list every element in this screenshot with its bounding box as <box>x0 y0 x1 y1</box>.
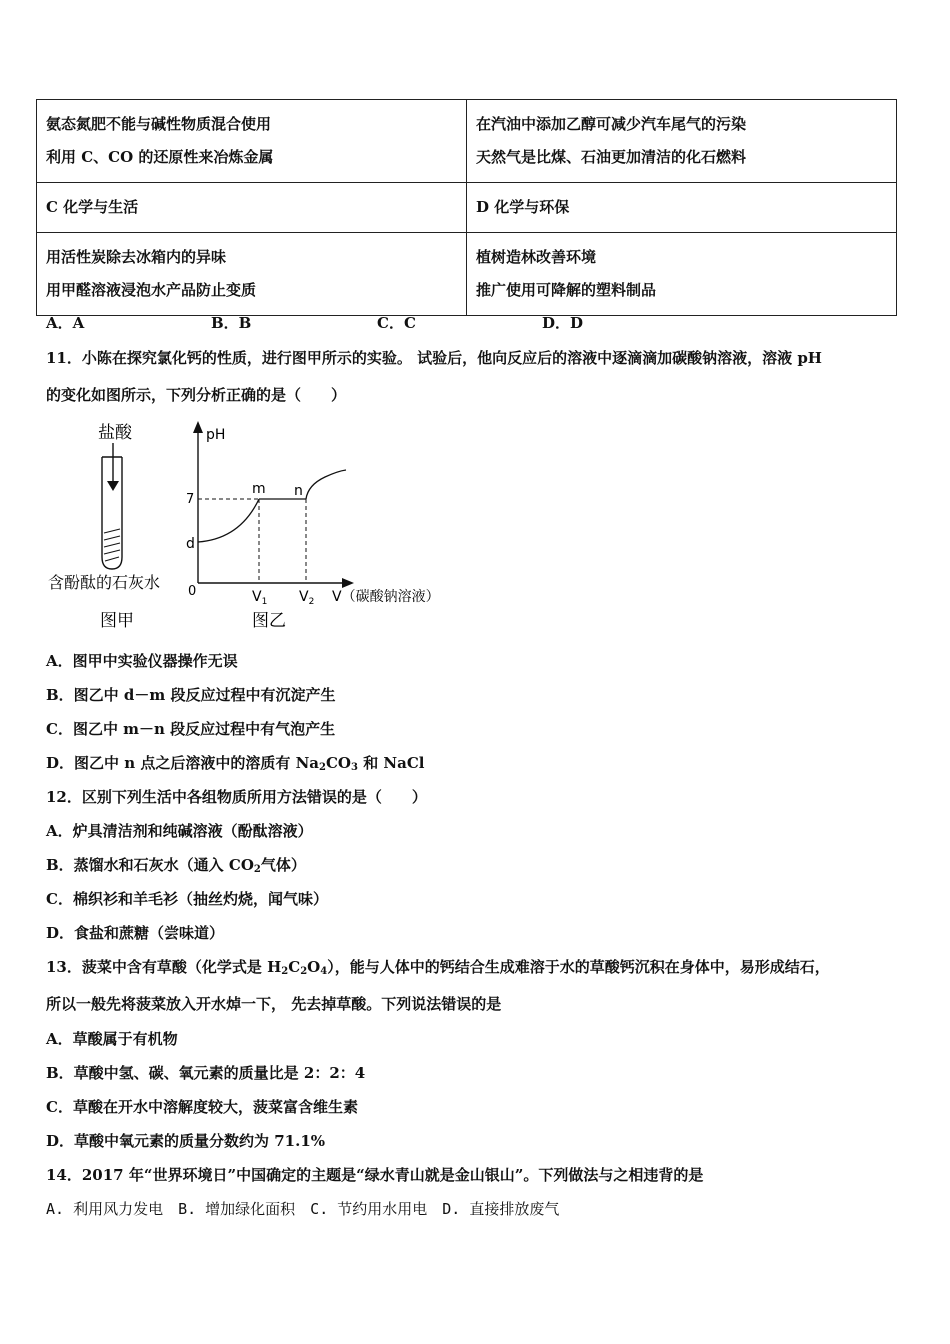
cell-line: 氨态氮肥不能与碱性物质混合使用 <box>46 115 272 133</box>
cell-line: 用甲醛溶液浸泡水产品防止变质 <box>46 281 257 299</box>
table-header-cell: C 化学与生活 <box>37 183 467 233</box>
q13-option-a: A．草酸属于有机物 <box>46 1030 178 1048</box>
q12-option-b: B．蒸馏水和石灰水（通入 $CO_2$气体） <box>46 856 306 875</box>
caption-figure-b: 图乙 <box>252 611 286 631</box>
table-cell <box>467 233 897 316</box>
y-axis-arrow-icon <box>193 421 203 433</box>
table-cell <box>467 100 897 183</box>
caption-figure-a: 图甲 <box>100 611 134 631</box>
x-axis-label: V（碳酸钠溶液） <box>332 589 440 605</box>
cell-line: 推广使用可降解的塑料制品 <box>476 281 657 299</box>
q13-option-d: D．草酸中氧元素的质量分数约为 71.1% <box>46 1132 326 1150</box>
table-cell <box>37 100 467 183</box>
cell-line: 天然气是比煤、石油更加清洁的化石燃料 <box>476 148 747 166</box>
curve-d-m <box>198 499 259 542</box>
q10-option-c: C．C <box>377 314 416 332</box>
q11-stem-line2: 的变化如图所示，下列分析正确的是（ ） <box>46 386 347 404</box>
q11-stem-line1: 11．小陈在探究氯化钙的性质，进行图甲所示的实验。 试验后，他向反应后的溶液中逐滴滴加碳酸钠溶液，溶液 pH <box>46 349 822 367</box>
table-cell <box>37 233 467 316</box>
q14-options: A. 利用风力发电 B. 增加绿化面积 C. 节约用水用电 D. 直接排放废气 <box>46 1200 560 1218</box>
q11-option-c: C．图乙中 m－n 段反应过程中有气泡产生 <box>46 720 336 738</box>
q13-stem-line2: 所以一般先将菠菜放入开水焯一下， 先去掉草酸。下列说法错误的是 <box>46 995 502 1013</box>
q12-stem: 12．区别下列生活中各组物质所用方法错误的是（ ） <box>46 788 427 806</box>
q11-option-d: D．图乙中 n 点之后溶液中的溶质有 $Na_2CO_3$ 和 NaCl <box>46 754 425 773</box>
y-axis-label: pH <box>206 427 226 443</box>
cell-line: 在汽油中添加乙醇可减少汽车尾气的污染 <box>476 115 747 133</box>
q14-stem: 14．2017 年“世界环境日”中国确定的主题是“绿水青山就是金山银山”。下列做法与之相违背的是 <box>46 1166 704 1184</box>
label-tube: 含酚酞的石灰水 <box>48 573 161 592</box>
q13-stem-line1: 13．菠菜中含有草酸（化学式是 $H_2C_2O_4$），能与人体中的钙结合生成难溶于水的草酸钙沉积在身体中，易形成结石， <box>46 958 830 977</box>
point-d-label: d <box>186 536 195 552</box>
q12-option-a: A．炉具清洁剂和纯碱溶液（酚酞溶液） <box>46 822 313 840</box>
q11-figure <box>40 415 470 635</box>
table-row <box>37 100 897 183</box>
point-n-label: n <box>294 483 303 499</box>
table-row <box>37 233 897 316</box>
origin-label: 0 <box>188 584 197 599</box>
q12-option-c: C．棉织衫和羊毛衫（抽丝灼烧，闻气味） <box>46 890 328 908</box>
liquid-hatching <box>104 529 120 561</box>
cell-line: 植树造林改善环境 <box>476 248 597 266</box>
cell-line: 利用 C、CO 的还原性来冶炼金属 <box>46 148 274 166</box>
point-m-label: m <box>252 481 266 497</box>
options-table <box>36 99 897 316</box>
table-header-cell: D 化学与环保 <box>467 183 897 233</box>
x-axis-arrow-icon <box>342 578 354 588</box>
q10-option-d: D．D <box>542 314 584 332</box>
q12-option-d: D．食盐和蔗糖（尝味道） <box>46 924 225 942</box>
v2-label: $V_2$ <box>299 589 315 607</box>
q11-option-b: B．图乙中 d－m 段反应过程中有沉淀产生 <box>46 686 336 704</box>
y-tick-7: 7 <box>186 492 195 507</box>
q11-option-a: A．图甲中实验仪器操作无误 <box>46 652 238 670</box>
q10-option-b: B．B <box>211 314 252 332</box>
cell-line: 用活性炭除去冰箱内的异味 <box>46 248 227 266</box>
q10-option-a: A．A <box>46 314 85 332</box>
curve-after-n <box>306 470 346 499</box>
table-row <box>37 183 897 233</box>
dropper-arrow-icon <box>107 481 119 491</box>
q13-option-b: B．草酸中氢、碳、氧元素的质量比是 2：2：4 <box>46 1064 366 1082</box>
q13-option-c: C．草酸在开水中溶解度较大，菠菜富含维生素 <box>46 1098 358 1116</box>
v1-label: $V_1$ <box>252 589 268 607</box>
label-acid: 盐酸 <box>98 423 132 443</box>
